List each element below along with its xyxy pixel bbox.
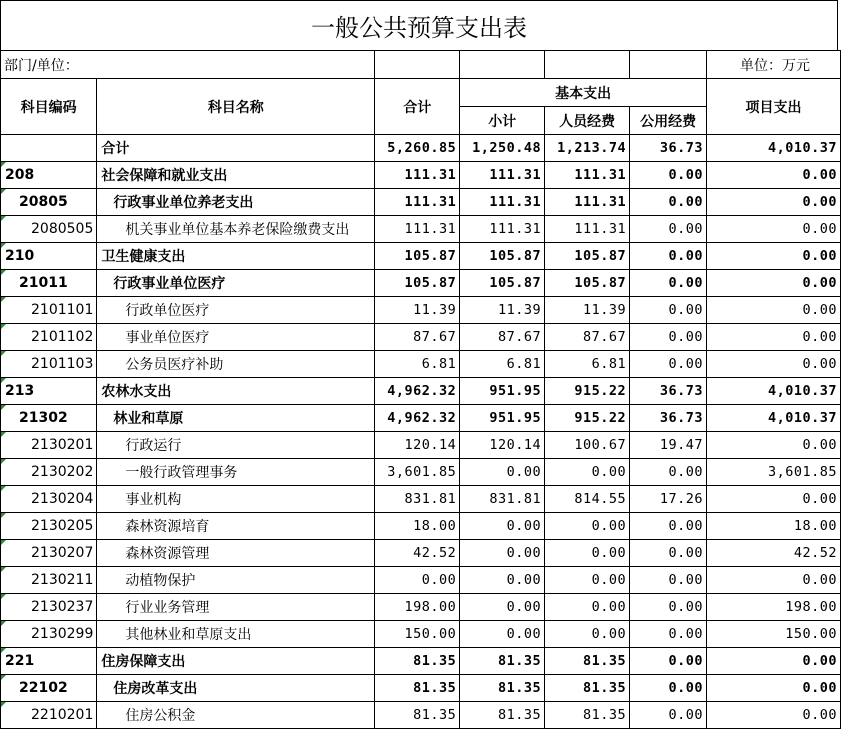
cell-project[interactable]: 0.00 — [707, 351, 841, 378]
cell-personnel[interactable]: 6.81 — [545, 351, 630, 378]
cell-project[interactable]: 0.00 — [707, 297, 841, 324]
table-row[interactable] — [1, 162, 841, 189]
cell-code[interactable]: 213 — [1, 378, 97, 405]
info-blank-cell — [375, 51, 460, 79]
cell-project[interactable]: 0.00 — [707, 189, 841, 216]
header-basic: 基本支出 — [460, 79, 707, 107]
cell-name[interactable]: 合计 — [97, 135, 375, 162]
cell-public[interactable]: 0.00 — [630, 594, 707, 621]
cell-project[interactable]: 0.00 — [707, 486, 841, 513]
cell-subtotal[interactable]: 0.00 — [460, 513, 545, 540]
cell-total[interactable]: 6.81 — [375, 351, 460, 378]
cell-total[interactable]: 4,962.32 — [375, 378, 460, 405]
table-row[interactable] — [1, 378, 841, 405]
cell-total[interactable]: 105.87 — [375, 270, 460, 297]
cell-code[interactable]: 2101101 — [1, 297, 97, 324]
header-total: 合计 — [375, 79, 460, 135]
cell-code[interactable]: 2080505 — [1, 216, 97, 243]
cell-subtotal[interactable]: 111.31 — [460, 216, 545, 243]
cell-code[interactable]: 22102 — [1, 675, 97, 702]
cell-code[interactable]: 20805 — [1, 189, 97, 216]
cell-project[interactable]: 0.00 — [707, 567, 841, 594]
cell-total[interactable]: 111.31 — [375, 189, 460, 216]
cell-subtotal[interactable]: 0.00 — [460, 621, 545, 648]
cell-total[interactable]: 81.35 — [375, 648, 460, 675]
cell-subtotal[interactable]: 105.87 — [460, 243, 545, 270]
cell-name[interactable]: 事业单位医疗 — [97, 324, 375, 351]
cell-project[interactable]: 4,010.37 — [707, 378, 841, 405]
cell-subtotal[interactable]: 0.00 — [460, 567, 545, 594]
cell-subtotal[interactable]: 11.39 — [460, 297, 545, 324]
cell-name[interactable]: 住房保障支出 — [97, 648, 375, 675]
cell-total[interactable]: 0.00 — [375, 567, 460, 594]
cell-total[interactable]: 18.00 — [375, 513, 460, 540]
cell-public[interactable]: 36.73 — [630, 135, 707, 162]
cell-code[interactable]: 2130207 — [1, 540, 97, 567]
cell-total[interactable]: 4,962.32 — [375, 405, 460, 432]
cell-code[interactable]: 2130202 — [1, 459, 97, 486]
cell-subtotal[interactable]: 111.31 — [460, 189, 545, 216]
cell-total[interactable]: 81.35 — [375, 675, 460, 702]
table-row[interactable] — [1, 405, 841, 432]
cell-name[interactable]: 卫生健康支出 — [97, 243, 375, 270]
cell-personnel[interactable]: 0.00 — [545, 594, 630, 621]
cell-project[interactable]: 198.00 — [707, 594, 841, 621]
cell-project[interactable]: 0.00 — [707, 432, 841, 459]
cell-subtotal[interactable]: 87.67 — [460, 324, 545, 351]
cell-subtotal[interactable]: 105.87 — [460, 270, 545, 297]
cell-code[interactable]: 21302 — [1, 405, 97, 432]
cell-project[interactable]: 0.00 — [707, 270, 841, 297]
cell-personnel[interactable]: 81.35 — [545, 648, 630, 675]
cell-total[interactable]: 11.39 — [375, 297, 460, 324]
cell-project[interactable]: 0.00 — [707, 675, 841, 702]
cell-total[interactable]: 87.67 — [375, 324, 460, 351]
cell-name[interactable]: 农林水支出 — [97, 378, 375, 405]
cell-public[interactable]: 0.00 — [630, 567, 707, 594]
cell-personnel[interactable]: 0.00 — [545, 513, 630, 540]
table-row[interactable] — [1, 324, 841, 351]
cell-project[interactable]: 4,010.37 — [707, 405, 841, 432]
header-personnel: 人员经费 — [545, 107, 630, 135]
header-subtotal: 小计 — [460, 107, 545, 135]
cell-name[interactable]: 行政单位医疗 — [97, 297, 375, 324]
cell-code[interactable]: 2130299 — [1, 621, 97, 648]
cell-personnel[interactable]: 87.67 — [545, 324, 630, 351]
cell-code[interactable]: 2130237 — [1, 594, 97, 621]
cell-total[interactable]: 42.52 — [375, 540, 460, 567]
info-blank-cell — [460, 51, 545, 79]
table-row[interactable] — [1, 594, 841, 621]
cell-name[interactable]: 机关事业单位基本养老保险缴费支出 — [97, 216, 375, 243]
cell-personnel[interactable]: 814.55 — [545, 486, 630, 513]
cell-total[interactable]: 81.35 — [375, 702, 460, 729]
cell-total[interactable]: 831.81 — [375, 486, 460, 513]
table-row[interactable] — [1, 459, 841, 486]
cell-name[interactable]: 其他林业和草原支出 — [97, 621, 375, 648]
cell-code[interactable]: 2210201 — [1, 702, 97, 729]
cell-public[interactable]: 0.00 — [630, 459, 707, 486]
cell-personnel[interactable]: 11.39 — [545, 297, 630, 324]
cell-personnel[interactable]: 0.00 — [545, 459, 630, 486]
cell-project[interactable]: 42.52 — [707, 540, 841, 567]
cell-public[interactable]: 36.73 — [630, 405, 707, 432]
cell-project[interactable]: 0.00 — [707, 243, 841, 270]
table-row[interactable] — [1, 432, 841, 459]
cell-personnel[interactable]: 105.87 — [545, 270, 630, 297]
cell-name[interactable]: 动植物保护 — [97, 567, 375, 594]
cell-project[interactable]: 0.00 — [707, 648, 841, 675]
cell-subtotal[interactable]: 951.95 — [460, 378, 545, 405]
dept-label: 部门/单位： — [1, 51, 375, 79]
cell-project[interactable]: 4,010.37 — [707, 135, 841, 162]
cell-name[interactable]: 事业机构 — [97, 486, 375, 513]
cell-total[interactable]: 198.00 — [375, 594, 460, 621]
cell-public[interactable]: 19.47 — [630, 432, 707, 459]
cell-name[interactable]: 林业和草原 — [97, 405, 375, 432]
cell-personnel[interactable]: 81.35 — [545, 675, 630, 702]
header-project: 项目支出 — [707, 79, 841, 135]
table-row[interactable] — [1, 243, 841, 270]
cell-code[interactable]: 2130204 — [1, 486, 97, 513]
cell-code[interactable]: 2130211 — [1, 567, 97, 594]
cell-public[interactable]: 0.00 — [630, 513, 707, 540]
cell-name[interactable]: 社会保障和就业支出 — [97, 162, 375, 189]
table-row[interactable] — [1, 486, 841, 513]
header-public: 公用经费 — [630, 107, 707, 135]
table-row[interactable] — [1, 270, 841, 297]
cell-project[interactable]: 150.00 — [707, 621, 841, 648]
cell-public[interactable]: 0.00 — [630, 270, 707, 297]
cell-public[interactable]: 36.73 — [630, 378, 707, 405]
cell-project[interactable]: 0.00 — [707, 324, 841, 351]
table-row[interactable] — [1, 540, 841, 567]
cell-project[interactable]: 0.00 — [707, 702, 841, 729]
cell-public[interactable]: 0.00 — [630, 297, 707, 324]
table-row[interactable] — [1, 513, 841, 540]
cell-code[interactable] — [1, 135, 97, 162]
cell-subtotal[interactable]: 6.81 — [460, 351, 545, 378]
cell-personnel[interactable]: 1,213.74 — [545, 135, 630, 162]
cell-public[interactable]: 0.00 — [630, 675, 707, 702]
cell-code[interactable]: 221 — [1, 648, 97, 675]
cell-project[interactable]: 0.00 — [707, 216, 841, 243]
cell-total[interactable]: 3,601.85 — [375, 459, 460, 486]
table-row[interactable] — [1, 648, 841, 675]
info-row — [1, 51, 841, 79]
cell-name[interactable]: 行政运行 — [97, 432, 375, 459]
cell-code[interactable]: 2101102 — [1, 324, 97, 351]
cell-personnel[interactable]: 105.87 — [545, 243, 630, 270]
cell-subtotal[interactable]: 0.00 — [460, 594, 545, 621]
cell-name[interactable]: 住房改革支出 — [97, 675, 375, 702]
info-blank-cell — [545, 51, 630, 79]
cell-total[interactable]: 120.14 — [375, 432, 460, 459]
cell-public[interactable]: 0.00 — [630, 243, 707, 270]
cell-project[interactable]: 0.00 — [707, 162, 841, 189]
cell-public[interactable]: 0.00 — [630, 189, 707, 216]
cell-public[interactable]: 0.00 — [630, 162, 707, 189]
cell-personnel[interactable]: 111.31 — [545, 216, 630, 243]
cell-subtotal[interactable]: 1,250.48 — [460, 135, 545, 162]
cell-code[interactable]: 2130205 — [1, 513, 97, 540]
cell-code[interactable]: 208 — [1, 162, 97, 189]
cell-name[interactable]: 住房公积金 — [97, 702, 375, 729]
cell-personnel[interactable]: 81.35 — [545, 702, 630, 729]
table-row[interactable] — [1, 675, 841, 702]
cell-code[interactable]: 21011 — [1, 270, 97, 297]
cell-subtotal[interactable]: 81.35 — [460, 675, 545, 702]
budget-table — [0, 50, 841, 729]
cell-project[interactable]: 3,601.85 — [707, 459, 841, 486]
cell-public[interactable]: 0.00 — [630, 324, 707, 351]
table-row[interactable] — [1, 297, 841, 324]
cell-personnel[interactable]: 915.22 — [545, 405, 630, 432]
cell-subtotal[interactable]: 951.95 — [460, 405, 545, 432]
cell-project[interactable]: 18.00 — [707, 513, 841, 540]
cell-total[interactable]: 150.00 — [375, 621, 460, 648]
cell-personnel[interactable]: 0.00 — [545, 621, 630, 648]
cell-personnel[interactable]: 0.00 — [545, 540, 630, 567]
cell-total[interactable]: 5,260.85 — [375, 135, 460, 162]
cell-code[interactable]: 2101103 — [1, 351, 97, 378]
cell-name[interactable]: 公务员医疗补助 — [97, 351, 375, 378]
cell-subtotal[interactable]: 81.35 — [460, 702, 545, 729]
cell-subtotal[interactable]: 111.31 — [460, 162, 545, 189]
cell-name[interactable]: 行政事业单位医疗 — [97, 270, 375, 297]
cell-name[interactable]: 森林资源培育 — [97, 513, 375, 540]
table-row[interactable] — [1, 567, 841, 594]
cell-personnel[interactable]: 111.31 — [545, 162, 630, 189]
cell-name[interactable]: 行业业务管理 — [97, 594, 375, 621]
cell-code[interactable]: 210 — [1, 243, 97, 270]
table-row[interactable] — [1, 216, 841, 243]
table-row[interactable] — [1, 189, 841, 216]
sheet-title: 一般公共预算支出表 — [0, 0, 838, 50]
cell-personnel[interactable]: 0.00 — [545, 567, 630, 594]
cell-public[interactable]: 0.00 — [630, 540, 707, 567]
cell-public[interactable]: 0.00 — [630, 216, 707, 243]
info-blank-cell — [630, 51, 707, 79]
header-name: 科目名称 — [97, 79, 375, 135]
cell-public[interactable]: 0.00 — [630, 351, 707, 378]
table-row[interactable] — [1, 621, 841, 648]
cell-subtotal[interactable]: 0.00 — [460, 459, 545, 486]
cell-subtotal[interactable]: 120.14 — [460, 432, 545, 459]
table-row[interactable] — [1, 135, 841, 162]
cell-public[interactable]: 0.00 — [630, 648, 707, 675]
cell-personnel[interactable]: 915.22 — [545, 378, 630, 405]
table-row[interactable] — [1, 351, 841, 378]
cell-public[interactable]: 0.00 — [630, 702, 707, 729]
header-row-1 — [1, 79, 841, 107]
cell-total[interactable]: 111.31 — [375, 216, 460, 243]
cell-subtotal[interactable]: 831.81 — [460, 486, 545, 513]
cell-subtotal[interactable]: 0.00 — [460, 540, 545, 567]
cell-total[interactable]: 105.87 — [375, 243, 460, 270]
cell-subtotal[interactable]: 81.35 — [460, 648, 545, 675]
cell-total[interactable]: 111.31 — [375, 162, 460, 189]
table-row[interactable] — [1, 702, 841, 729]
cell-personnel[interactable]: 111.31 — [545, 189, 630, 216]
cell-public[interactable]: 0.00 — [630, 621, 707, 648]
cell-name[interactable]: 森林资源管理 — [97, 540, 375, 567]
cell-name[interactable]: 行政事业单位养老支出 — [97, 189, 375, 216]
header-code: 科目编码 — [1, 79, 97, 135]
unit-label: 单位：万元 — [707, 51, 841, 79]
cell-code[interactable]: 2130201 — [1, 432, 97, 459]
cell-public[interactable]: 17.26 — [630, 486, 707, 513]
cell-name[interactable]: 一般行政管理事务 — [97, 459, 375, 486]
cell-personnel[interactable]: 100.67 — [545, 432, 630, 459]
